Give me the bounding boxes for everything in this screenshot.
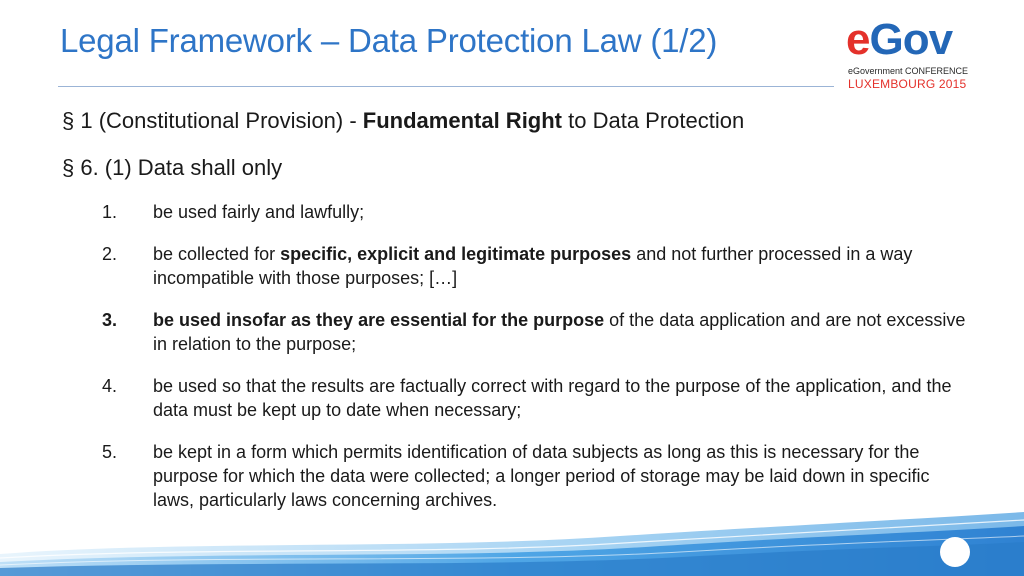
text-post: of the data application and are not excessive in relation to the purpose; (153, 310, 966, 354)
logo-wordmark (846, 15, 953, 64)
text-bold: be used insofar as they are essential for the purpose (153, 310, 605, 330)
list-item-text (153, 374, 973, 422)
list-item-text (153, 242, 973, 290)
list-item-number: 2. (102, 244, 118, 264)
logo-e: e (846, 15, 870, 64)
logo-city: LUXEMBOURG 2015 (848, 77, 967, 91)
text-pre: be used fairly and lawfully; (153, 202, 365, 222)
text-pre: be collected for (153, 244, 281, 264)
list-item-text (153, 440, 973, 512)
list-item-number: 1. (102, 202, 118, 222)
title-divider (58, 86, 834, 87)
decorative-wave-footer (0, 510, 1024, 576)
list-item-number: 5. (102, 442, 118, 462)
logo-subtitle: eGovernment CONFERENCE (848, 66, 969, 76)
section-1-suffix: to Data Protection (562, 108, 745, 133)
list-item-text (153, 308, 973, 356)
decorative-circle (940, 537, 970, 567)
list-item-text (153, 200, 973, 224)
logo-gov: Gov (869, 15, 953, 64)
section-1-prefix: § 1 (Constitutional Provision) - (62, 108, 363, 133)
section-1 (62, 108, 744, 134)
text-post: and not further processed in a way incompatible with those purposes; […] (153, 244, 913, 288)
section-6-heading: § 6. (1) Data shall only (62, 155, 283, 180)
text-bold: specific, explicit and legitimate purposes (280, 244, 632, 264)
text-pre: be kept in a form which permits identification of data subjects as long as this is necessary for the purpose for which the data were collected; a longer period of storage may be laid down in specific laws, particularly laws concerning archives. (153, 442, 930, 510)
section-1-bold: Fundamental Right (362, 108, 563, 133)
slide-title: Legal Framework – Data Protection Law (1/2) (60, 22, 718, 59)
egov-logo (846, 15, 976, 94)
list-item-number: 3. (102, 310, 118, 330)
list-item-number: 4. (102, 376, 118, 396)
text-pre: be used so that the results are factually correct with regard to the purpose of the application, and the data must be kept up to date when necessary; (153, 376, 952, 420)
